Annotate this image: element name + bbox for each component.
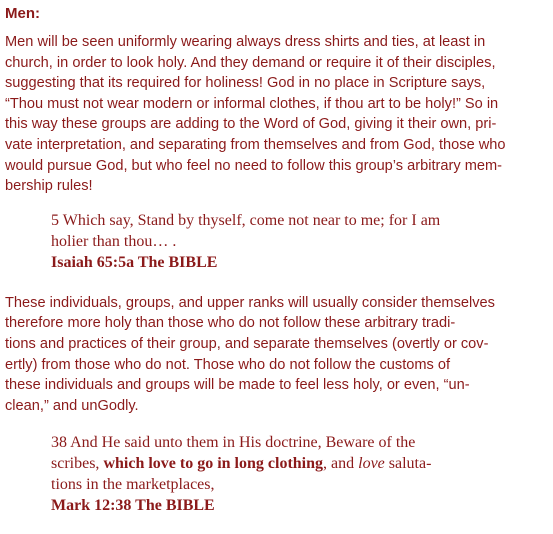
paragraph-line: ertly) from those who do not. Those who do not follow the customs of	[5, 356, 451, 373]
quote-line: 5 Which say, Stand by thyself, come not near to me; for I am	[51, 211, 441, 229]
scripture-quote-isaiah	[51, 210, 546, 273]
quote-line: holier than thou… .	[51, 232, 177, 250]
scripture-quote-mark	[51, 432, 546, 516]
paragraph-holiness	[5, 293, 546, 417]
quote-emphasis-bold: which love to go in long clothing	[103, 455, 324, 473]
quote-reference: Mark 12:38 The BIBLE	[51, 497, 215, 515]
paragraph-line: tions and practices of their group, and separate themselves (overtly or cov-	[5, 335, 489, 352]
paragraph-line: vate interpretation, and separating from themselves and from God, those who	[5, 136, 506, 153]
paragraph-line: therefore more holy than those who do not follow these arbitrary tradi-	[5, 315, 456, 332]
paragraph-line: would pursue God, but who feel no need to follow this group’s arbitrary mem-	[5, 157, 502, 174]
quote-text: saluta-	[384, 455, 432, 473]
quote-text: , and	[323, 455, 359, 473]
quote-line	[51, 453, 546, 474]
document-page	[5, 4, 546, 516]
paragraph-men-dress	[5, 32, 546, 197]
quote-reference: Isaiah 65:5a The BIBLE	[51, 253, 218, 271]
section-heading: Men:	[5, 5, 40, 22]
paragraph-line: suggesting that its required for holiness! God in no place in Scripture says,	[5, 75, 486, 92]
quote-line: tions in the marketplaces,	[51, 476, 215, 494]
quote-text: scribes,	[51, 455, 104, 473]
paragraph-line: church, in order to look holy. And they demand or require it of their disciples,	[5, 54, 496, 71]
paragraph-line: clean,” and unGodly.	[5, 397, 139, 414]
paragraph-line: These individuals, groups, and upper ranks will usually consider themselves	[5, 294, 495, 311]
paragraph-line: these individuals and groups will be made to feel less holy, or even, “un-	[5, 377, 470, 394]
paragraph-line: this way these groups are adding to the Word of God, giving it their own, pri-	[5, 116, 497, 133]
paragraph-line: Men will be seen uniformly wearing always dress shirts and ties, at least in	[5, 34, 486, 50]
quote-line: 38 And He said unto them in His doctrine, Beware of the	[51, 434, 416, 452]
paragraph-line: bership rules!	[5, 178, 93, 195]
quote-emphasis-italic: love	[358, 455, 385, 473]
paragraph-line: “Thou must not wear modern or informal clothes, if thou art to be holy!” So in	[5, 95, 499, 112]
